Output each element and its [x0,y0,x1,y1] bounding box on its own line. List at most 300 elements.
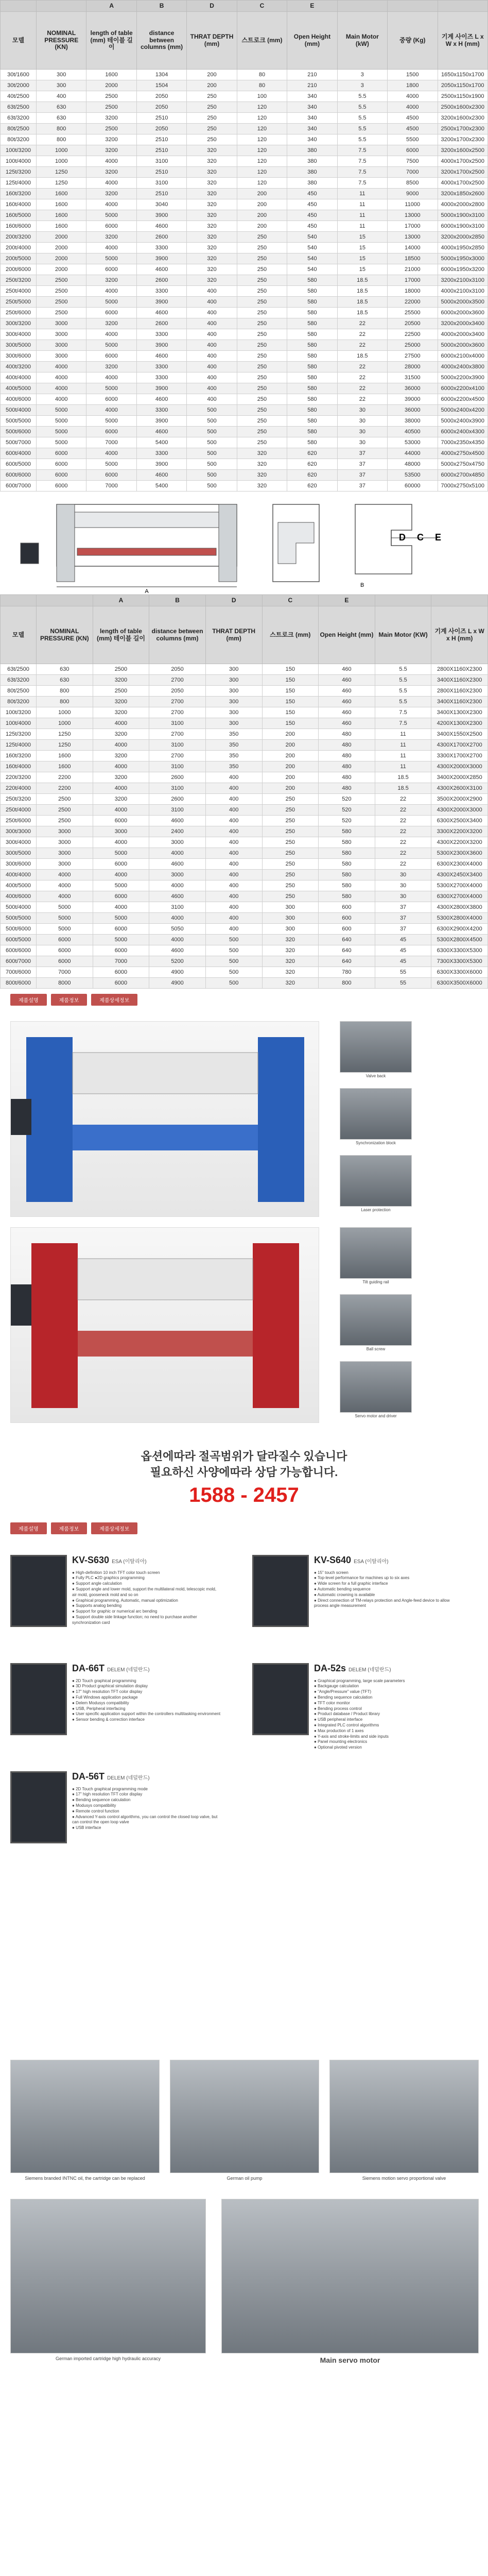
table-cell: 400t/6000 [1,394,37,405]
table-cell: 580 [287,405,337,416]
table-cell: 540 [287,243,337,253]
table-cell: 100t/3200 [1,145,37,156]
table-cell: 250 [237,394,287,405]
table-cell: 48000 [388,459,438,470]
table-cell: 2500 [37,286,86,297]
column-letter: A [86,1,136,12]
table-cell: 3900 [136,340,186,351]
table-cell: 7000 [86,481,136,492]
table-row [1,210,488,221]
table-cell: 320 [187,178,237,189]
table-cell: 6000 [37,470,86,481]
table-cell: 6300X2500X3400 [431,816,488,826]
table-cell: 250 [237,437,287,448]
table-cell: 580 [319,837,375,848]
feature-item: ● Direct connection of TM-relays protection and Angle-feed device to allow process angle measurement [314,1598,450,1608]
machine-photo-blue [10,1021,319,1217]
table-cell: 4000 [37,880,93,891]
table-cell: 5000x2400x4200 [438,405,488,416]
table-cell: 14000 [388,243,438,253]
table-cell: 18500 [388,253,438,264]
table-cell: 450 [287,221,337,232]
table-cell: 63t/3200 [1,113,37,124]
table-cell: 120 [237,156,287,167]
feature-item: ● Panel mounting electronics [314,1739,368,1744]
table-cell: 2800X1160X2300 [431,686,488,697]
table-cell: 45 [375,935,431,945]
table-cell: 15 [337,232,387,243]
table-cell: 800 [319,978,375,989]
table-cell: 500 [187,448,237,459]
table-cell: 1250 [37,178,86,189]
column-letter: B [136,1,186,12]
column-letter [1,595,37,606]
table-cell: 22500 [388,329,438,340]
table-cell: 780 [319,967,375,978]
table-cell: 2700 [149,697,206,707]
table-cell: 4600 [136,394,186,405]
table-cell: 160t/6000 [1,221,37,232]
table-cell: 2500 [86,102,136,113]
feature-item: ● Integrated PLC control algorithms [314,1722,379,1727]
table-cell: 250 [237,232,287,243]
table-cell: 4000x1700x2500 [438,178,488,189]
feature-item: ● Automatic crowning is available [314,1592,375,1597]
table-cell: 6000 [93,816,149,826]
table-cell: 37 [337,481,387,492]
table-cell: 4300X2200X3200 [431,837,488,848]
guiding-rail-photo [340,1227,412,1279]
table-cell: 250 [237,329,287,340]
column-header: Open Height (mm) [319,606,375,664]
photo-caption: Servo motor and driver [355,1414,397,1418]
table-cell: 4000 [93,718,149,729]
table-cell: 5.5 [375,675,431,686]
table-cell: 30 [337,427,387,437]
table-cell: 18.5 [375,772,431,783]
feature-item: ● Bending process control [314,1706,362,1711]
table-cell: 210 [287,70,337,80]
feature-item: ● Optional pivoted version [314,1745,362,1750]
table-cell: 30 [337,437,387,448]
table-cell: 6300X2700X4000 [431,891,488,902]
table-cell: 4600 [149,816,206,826]
feature-item: ● Support double side linkage function; no need to purchase another synchronization card [72,1614,197,1625]
tab-description[interactable]: 제품설명 [10,994,47,1006]
table-cell: 7000x2750x5100 [438,481,488,492]
table-row [1,459,488,470]
table-cell: 580 [287,329,337,340]
table-cell: 1600 [37,210,86,221]
table-cell: 500t/4000 [1,405,37,416]
table-cell: 500t/6000 [1,427,37,437]
table-row [1,675,488,686]
table-cell: 3000 [37,826,93,837]
column-header: Open Height (mm) [287,12,337,70]
table-cell: 6000 [93,859,149,870]
table-cell: 400 [187,318,237,329]
table-cell: 3200 [93,697,149,707]
table-cell: 3900 [136,383,186,394]
phone-number[interactable]: 1588 - 2457 [189,1483,299,1506]
table-cell: 460 [319,664,375,675]
column-letter: B [149,595,206,606]
table-cell: 3300 [136,243,186,253]
valve-back-photo [340,1021,412,1073]
table-cell: 200 [237,210,287,221]
controller-model-name: KV-S640 [314,1554,352,1565]
table-cell: 500t/5000 [1,913,37,924]
table-cell: 100t/4000 [1,156,37,167]
table-cell: 2000 [86,80,136,91]
table-cell: 400 [37,91,86,102]
table-cell: 30t/1600 [1,70,37,80]
table-cell: 600t/5000 [1,459,37,470]
table-cell: 6000 [93,967,149,978]
table-row [1,686,488,697]
table-cell: 8500 [388,178,438,189]
table-cell: 250 [262,837,319,848]
table-cell: 63t/2500 [1,664,37,675]
feature-item: ● 17" high resolution TFT color display [72,1689,143,1694]
feature-item: ● Bending sequence calculation [72,1798,131,1803]
table-cell: 5000 [93,848,149,859]
table-cell: 3200 [86,145,136,156]
tab-detail[interactable]: 제품상세정보 [91,994,137,1006]
column-header: NOMINAL PRESSURE (KN) [37,12,86,70]
table-cell: 600t/6000 [1,945,37,956]
table-cell: 3500X2000X2900 [431,794,488,805]
table-cell: 6000 [93,978,149,989]
table-cell: 350 [205,751,262,761]
table-cell: 4600 [136,427,186,437]
table-cell: 22 [375,816,431,826]
table-cell: 200 [237,199,287,210]
main-servo-motor-photo [221,2199,479,2353]
table-cell: 200 [262,740,319,751]
table-cell: 5000 [37,416,86,427]
table-cell: 18.5 [337,286,387,297]
feature-item: ● Wide screen for a full graphic interface [314,1581,388,1586]
table-cell: 2000 [37,264,86,275]
table-cell: 3300 [136,329,186,340]
table-cell: 150 [262,675,319,686]
table-cell: 5000x1900x3100 [438,210,488,221]
table-cell: 5000x2000x3500 [438,297,488,308]
ball-screw-photo [340,1294,412,1346]
table-cell: 520 [319,805,375,816]
feature-item: ● Support angle calculation [72,1581,122,1586]
table-cell: 3200 [86,167,136,178]
table-cell: 340 [287,91,337,102]
table-row [1,134,488,145]
table-cell: 4000 [37,383,86,394]
table-cell: 11 [375,729,431,740]
table-cell: 6000 [37,459,86,470]
feature-item: ● Remote control function [72,1808,119,1814]
table-cell: 4600 [149,945,206,956]
table-cell: 30t/2000 [1,80,37,91]
table-cell: 400 [187,340,237,351]
photo-caption: Tilt guiding rail [362,1280,389,1284]
table-cell: 1600 [37,221,86,232]
table-cell: 580 [319,891,375,902]
table-cell: 5.5 [337,124,387,134]
table-row [1,383,488,394]
table-cell: 350 [205,761,262,772]
table-cell: 6000x2000x3600 [438,308,488,318]
controller-screen-image [252,1555,309,1627]
column-header: Main Motor (KW) [375,606,431,664]
feature-list [72,1787,221,1831]
table-cell: 340 [287,124,337,134]
table-cell: 6300X2300X4000 [431,859,488,870]
table-cell: 80t/3200 [1,134,37,145]
table-cell: 22 [337,362,387,372]
table-cell: 5000 [37,924,93,935]
tab-description[interactable]: 제품설명 [10,1522,47,1534]
table-cell: 400t/5000 [1,880,37,891]
table-cell: 320 [237,459,287,470]
controller-maker: DELEM (네덜란드) [107,1667,150,1673]
table-cell: 2050 [136,102,186,113]
table-cell: 3200x1700x2300 [438,134,488,145]
table-cell: 37 [375,924,431,935]
column-header: Main Motor (kW) [337,12,387,70]
table-cell: 4600 [136,308,186,318]
table-cell: 600 [319,924,375,935]
table-cell: 2500x1150x1900 [438,91,488,102]
table-cell: 250 [237,297,287,308]
table-cell: 500 [187,416,237,427]
column-letter [1,1,37,12]
table-cell: 4000 [37,870,93,880]
table-row [1,967,488,978]
table-cell: 320 [187,199,237,210]
feature-item: ● Full Windows application package [72,1694,138,1700]
table-cell: 3200x2100x3100 [438,275,488,286]
table-cell: 500t/4000 [1,902,37,913]
table-cell: 25500 [388,308,438,318]
table-cell: 1600 [37,199,86,210]
controller-options [0,1539,488,2055]
spec-table-2 [0,595,488,989]
tab-detail[interactable]: 제품상세정보 [91,1522,137,1534]
tab-info[interactable]: 제품정보 [51,1522,88,1534]
table-cell: 3000 [149,837,206,848]
table-cell: 250 [237,405,287,416]
table-cell: 3200 [86,189,136,199]
table-cell: 620 [287,459,337,470]
table-cell: 3300 [136,286,186,297]
table-cell: 400 [205,826,262,837]
table-cell: 80t/3200 [1,697,37,707]
table-cell: 22 [337,329,387,340]
table-row [1,145,488,156]
table-cell: 3300 [136,372,186,383]
table-cell: 6000 [86,264,136,275]
table-cell: 37 [337,459,387,470]
table-row [1,761,488,772]
table-cell: 120 [237,113,287,124]
table-cell: 3200x2000x2850 [438,232,488,243]
photo-caption: Synchronization block [356,1141,396,1145]
table-cell: 2400 [149,826,206,837]
table-cell: 580 [287,351,337,362]
table-cell: 400 [205,902,262,913]
table-cell: 5000 [86,210,136,221]
table-cell: 6300X3300X6000 [431,967,488,978]
table-row [1,664,488,675]
table-cell: 5000 [93,880,149,891]
table-cell: 4000 [86,448,136,459]
table-cell: 4000x2000x2800 [438,199,488,210]
table-cell: 1504 [136,80,186,91]
oil-cartridge-photo [10,2060,160,2173]
table-cell: 22 [337,318,387,329]
table-row [1,275,488,286]
table-cell: 400 [205,794,262,805]
table-cell: 2700 [149,707,206,718]
table-cell: 5300X2700X4000 [431,880,488,891]
controller-card [10,1766,226,1849]
table-cell: 28000 [388,362,438,372]
controller-card [252,1658,468,1750]
table-cell: 320 [262,956,319,967]
table-cell: 4900 [149,978,206,989]
table-cell: 6000 [37,956,93,967]
table-cell: 580 [319,848,375,859]
table-cell: 4000 [93,761,149,772]
table-row [1,394,488,405]
feature-item: ● Max production of 1 axes [314,1728,364,1733]
table-cell: 60000 [388,481,438,492]
table-cell: 400 [187,329,237,340]
table-cell: 4000x1950x2850 [438,243,488,253]
table-cell: 250 [237,286,287,297]
table-cell: 3200 [93,794,149,805]
column-letter [388,1,438,12]
table-cell: 7.5 [337,156,387,167]
table-cell: 5.5 [375,664,431,675]
table-cell: 4000 [93,740,149,751]
column-header: NOMINAL PRESSURE (KN) [37,606,93,664]
table-cell: 4000 [37,394,86,405]
table-cell: 3000 [37,329,86,340]
table-cell: 5400 [136,481,186,492]
table-cell: 210 [287,80,337,91]
table-row [1,891,488,902]
column-letter: D [187,1,237,12]
table-cell: 300 [262,913,319,924]
table-cell: 700t/6000 [1,967,37,978]
table-cell: 22 [375,859,431,870]
table-cell: 100t/4000 [1,718,37,729]
table-cell: 5000 [37,902,93,913]
table-row [1,481,488,492]
table-cell: 125t/4000 [1,740,37,751]
component-gallery [0,2055,488,2560]
table-cell: 250 [187,102,237,113]
table-cell: 4000 [149,935,206,945]
table-cell: 2050x1150x1700 [438,80,488,91]
table-cell: 30 [375,880,431,891]
table-cell: 37 [337,470,387,481]
table-cell: 320 [187,189,237,199]
controller-maker: DELEM (네덜란드) [107,1775,150,1781]
table-cell: 5000 [93,935,149,945]
table-cell: 3 [337,70,387,80]
table-cell: 380 [287,167,337,178]
table-cell: 3100 [149,783,206,794]
table-cell: 4000 [93,783,149,794]
table-cell: 2510 [136,113,186,124]
table-cell: 6000x2200x4500 [438,394,488,405]
controller-card [10,1658,226,1740]
table-cell: 250 [237,351,287,362]
table-cell: 340 [287,102,337,113]
table-row [1,318,488,329]
table-cell: 300 [262,902,319,913]
table-cell: 2600 [149,772,206,783]
table-cell: 460 [319,697,375,707]
table-cell: 4000x2100x3100 [438,286,488,297]
table-cell: 500t/6000 [1,924,37,935]
table-row [1,805,488,816]
table-cell: 600t/5000 [1,935,37,945]
table-cell: 11 [337,199,387,210]
dim-label-a: A [145,588,149,595]
table-cell: 1600 [37,751,93,761]
table-cell: 4600 [136,470,186,481]
table-cell: 5000 [93,913,149,924]
table-cell: 250 [187,124,237,134]
column-header: THRAT DEPTH (mm) [205,606,262,664]
table-cell: 540 [287,264,337,275]
table-cell: 380 [287,145,337,156]
table-cell: 250 [237,372,287,383]
table-cell: 580 [319,826,375,837]
controller-card [252,1550,468,1632]
table-cell: 300t/6000 [1,351,37,362]
table-cell: 13000 [388,232,438,243]
table-cell: 200 [187,80,237,91]
table-row [1,427,488,437]
table-cell: 580 [287,362,337,372]
table-cell: 300t/4000 [1,837,37,848]
table-cell: 18.5 [375,783,431,794]
column-header: 스트로크 (mm) [237,12,287,70]
table-cell: 3000 [149,870,206,880]
table-cell: 2500 [37,805,93,816]
table-cell: 4000 [86,156,136,167]
table-cell: 36000 [388,383,438,394]
feature-item: ● Sensor bending & correction interface [72,1717,145,1722]
tab-info[interactable]: 제품정보 [51,994,88,1006]
table-cell: 6000x2700x4850 [438,470,488,481]
table-cell: 17000 [388,275,438,286]
table-cell: 120 [237,167,287,178]
table-cell: 200 [237,221,287,232]
table-cell: 800 [37,124,86,134]
table-cell: 11 [337,189,387,199]
table-cell: 250t/4000 [1,805,37,816]
table-cell: 220t/3200 [1,772,37,783]
table-row [1,740,488,751]
table-cell: 250 [237,318,287,329]
table-cell: 4000 [93,805,149,816]
feature-list [72,1570,221,1626]
